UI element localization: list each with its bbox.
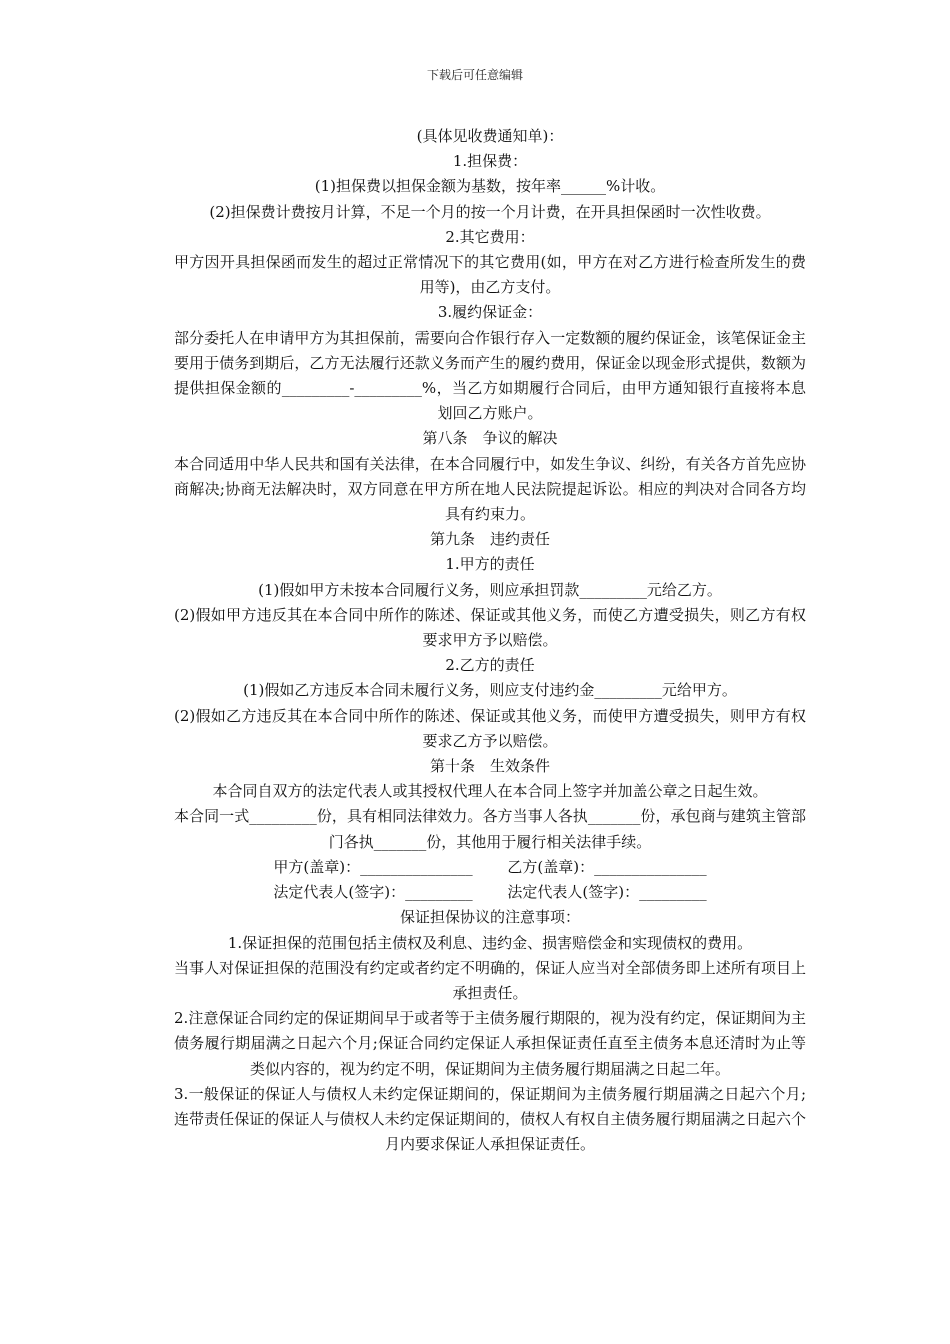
paragraph: 1.保证担保的范围包括主债权及利息、违约金、损害赔偿金和实现债权的费用。	[227, 933, 753, 952]
paragraph: (1)假如甲方未按本合同履行义务，则应承担罚款_________元给乙方。	[258, 580, 722, 599]
section-heading: 3.履约保证金：	[437, 303, 543, 322]
document-body	[174, 124, 806, 1157]
fee-notice-reference: (具体见收费通知单)：	[416, 127, 564, 145]
paragraph: 本合同适用中华人民共和国有关法律，在本合同履行中，如发生争议、纠纷，有关各方首先应协商解决;协商无法解决时，双方同意在甲方所在地人民法院提起诉讼。相应的判决对合同各方均具有约束力。	[174, 454, 806, 524]
signature-line: 法定代表人(签字)：_________ 法定代表人(签字)：_________	[273, 883, 707, 902]
page-header: 下载后可任意编辑	[426, 68, 523, 82]
paragraph: 本合同自双方的法定代表人或其授权代理人在本合同上签字并加盖公章之日起生效。	[212, 782, 768, 801]
article-heading: 第八条 争议的解决	[422, 429, 558, 448]
paragraph: (1)假如乙方违反本合同未履行义务，则应支付违约金_________元给甲方。	[243, 681, 737, 700]
paragraph: (2)假如乙方违反其在本合同中所作的陈述、保证或其他义务，而使甲方遭受损失，则甲方有权要求乙方予以赔偿。	[174, 706, 806, 750]
article-heading: 第十条 生效条件	[429, 757, 550, 776]
paragraph: 本合同一式_________份，具有相同法律效力。各方当事人各执_______份，承包商与建筑主管部门各执_______份，其他用于履行相关法律手续。	[174, 807, 806, 851]
paragraph: (1)担保费以担保金额为基数，按年率______%计收。	[314, 177, 666, 196]
paragraph: 甲方因开具担保函而发生的超过正常情况下的其它费用(如，甲方在对乙方进行检查所发生的费用等)，由乙方支付。	[174, 253, 806, 297]
section-heading: 2.乙方的责任	[445, 656, 535, 675]
paragraph: 2.注意保证合同约定的保证期间早于或者等于主债务履行期限的，视为没有约定，保证期间为主债务履行期届满之日起六个月;保证合同约定保证人承担保证责任直至主债务本息还清时为止等类似内容的，视为约定不明，保证期间为主债务履行期届满之日起二年。	[174, 1009, 806, 1078]
section-heading: 2.其它费用：	[445, 227, 535, 246]
seal-line: 甲方(盖章)：_______________ 乙方(盖章)：_______________	[273, 857, 707, 876]
paragraph: 3.一般保证的保证人与债权人未约定保证期间的，保证期间为主债务履行期届满之日起六个月;连带责任保证的保证人与债权人未约定保证期间的，债权人有权自主债务履行期届满之日起六个月内要求保证人承担保证责任。	[174, 1084, 806, 1154]
paragraph: 当事人对保证担保的范围没有约定或者约定不明确的，保证人应当对全部债务即上述所有项目上承担责任。	[174, 958, 806, 1002]
article-heading: 第九条 违约责任	[429, 530, 550, 549]
notes-heading: 保证担保协议的注意事项：	[399, 908, 580, 927]
paragraph: (2)担保费计费按月计算，不足一个月的按一个月计费，在开具担保函时一次性收费。	[209, 202, 771, 221]
section-heading: 1.甲方的责任	[445, 555, 535, 574]
paragraph: 部分委托人在申请甲方为其担保前，需要向合作银行存入一定数额的履约保证金，该笔保证金主要用于债务到期后，乙方无法履行还款义务而产生的履约费用，保证金以现金形式提供，数额为提供担保金额的_________-_________%，当乙方如期履行合同后，由甲方通知银行直接将本息划回乙方账户。	[174, 328, 806, 423]
section-heading: 1.担保费：	[452, 152, 528, 171]
paragraph: (2)假如甲方违反其在本合同中所作的陈述、保证或其他义务，而使乙方遭受损失，则乙方有权要求甲方予以赔偿。	[174, 605, 806, 650]
